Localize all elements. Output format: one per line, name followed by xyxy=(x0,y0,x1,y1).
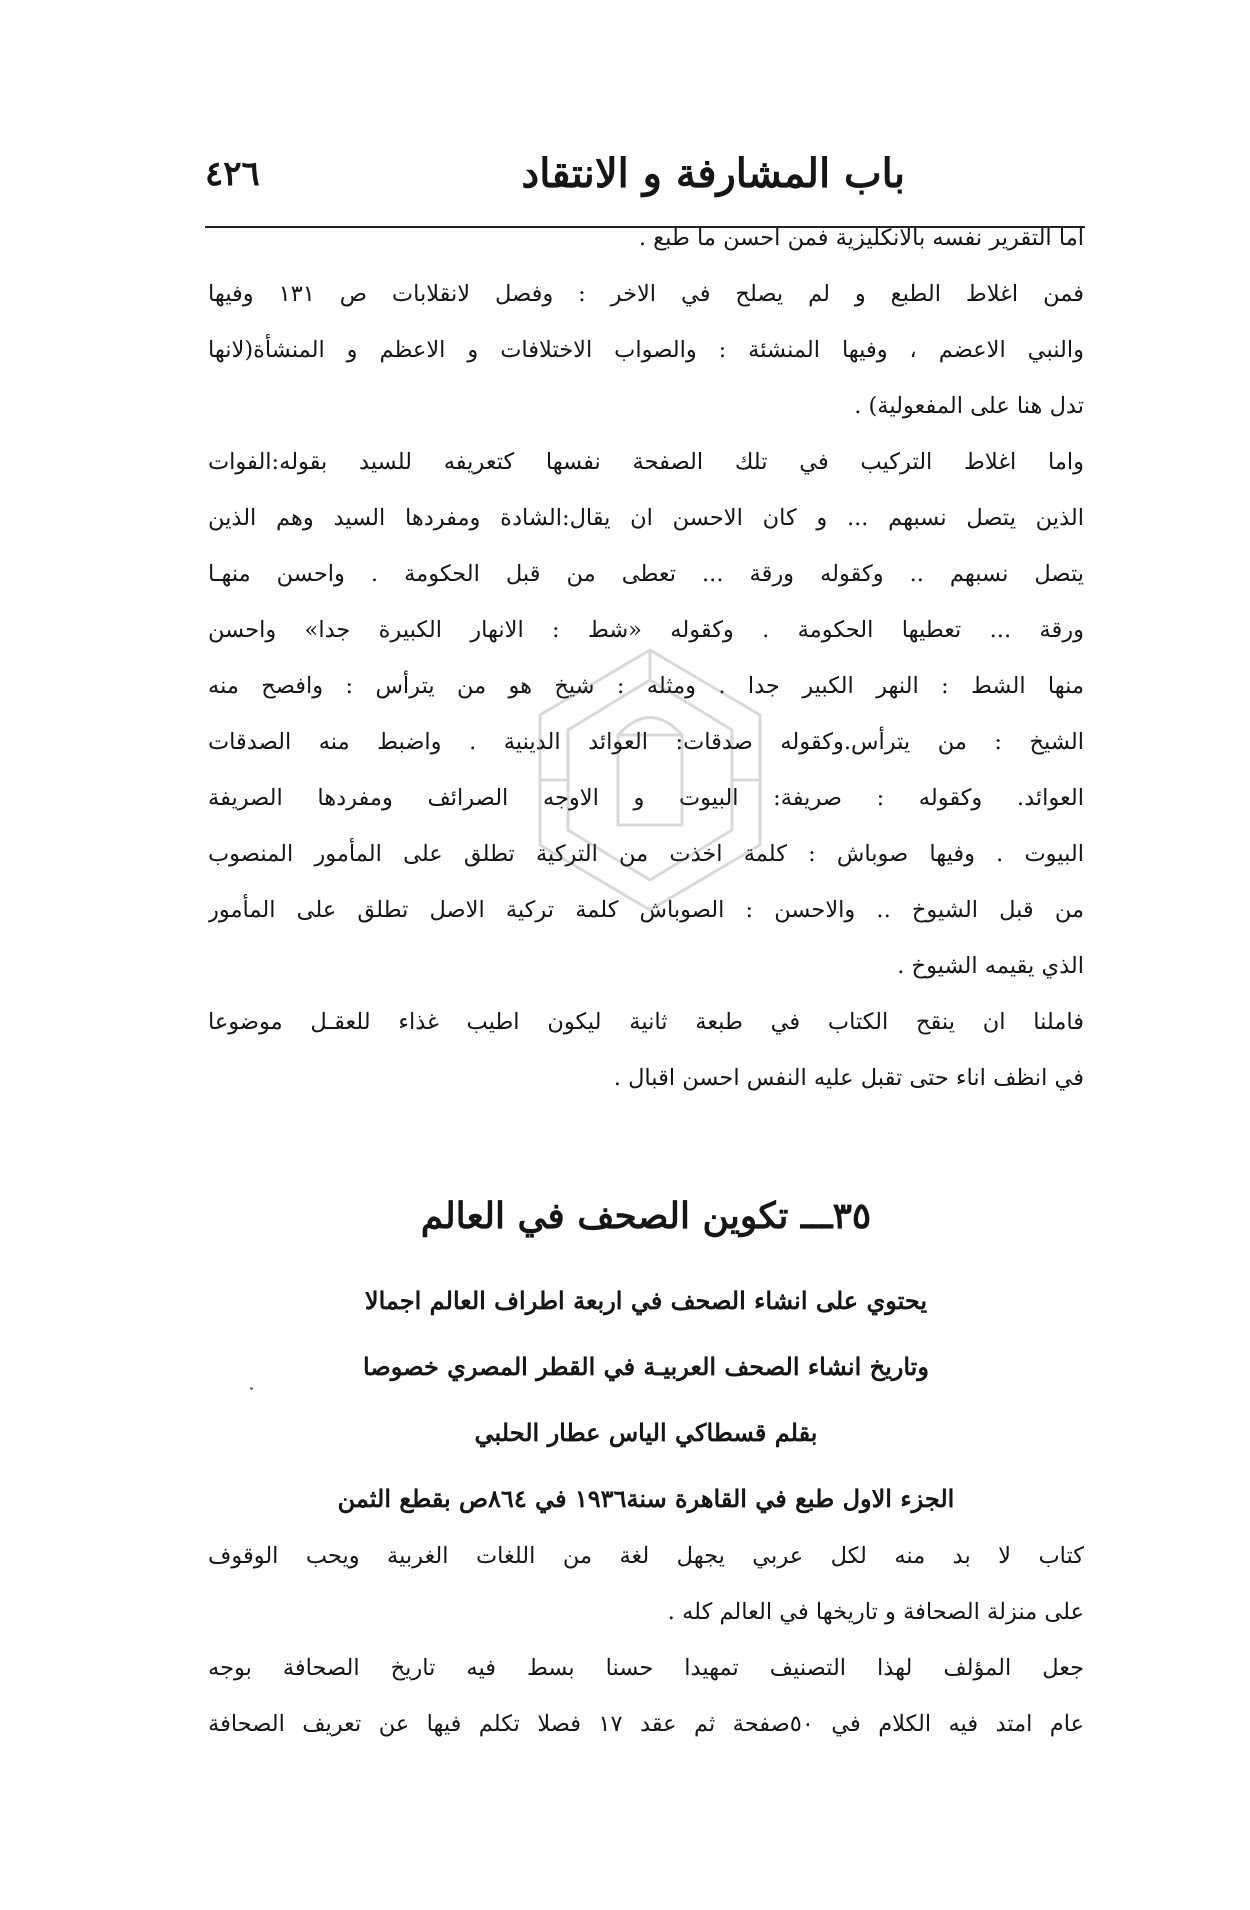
section-title: ٣٥ـــ تكوين الصحف في العالم xyxy=(420,1195,872,1237)
citation-line: الجزء الاول طبع في القاهرة سنة١٩٣٦ في ٨٦٤ص بقطع الثمن xyxy=(337,1484,955,1513)
page-number: ٤٢٦ xyxy=(205,154,260,194)
text-line: ورقة ... تعطيها الحكومة . وكقوله «شط : الانهار الكبيرة جدا» واحسن xyxy=(208,617,1084,643)
paragraph xyxy=(208,994,1084,1106)
text-line: البيوت . وفيها صوباش : كلمة اخذت من التركية تطلق على المأمور المنصوب xyxy=(208,841,1084,867)
text-line: الذي يقيمه الشيوخ . xyxy=(897,953,1084,979)
text-line: تدل هنا على المفعولية) . xyxy=(854,393,1084,419)
text-line: يتصل نسبهم .. وكقوله ورقة ... تعطى من قبل الحكومة . واحسن منهـا xyxy=(208,561,1084,587)
library-watermark xyxy=(520,640,780,940)
header-title: باب المشارفة و الانتقاد xyxy=(521,150,905,197)
book-citation xyxy=(208,1268,1084,1532)
citation-line: بقلم قسطاكي الياس عطار الحلبي xyxy=(474,1418,818,1447)
text-line: والنبي الاعضم ، وفيها المنشئة : والصواب الاختلافات و الاعظم و المنشأة(لانها xyxy=(208,337,1084,363)
text-line: فمن اغلاط الطبع و لم يصلح في الاخر : وفصل لانقلابات ص ١٣١ وفيها xyxy=(208,281,1084,307)
text-line: العوائد. وكقوله : صريفة: البيوت و الاوجه الصرائف ومفردها الصريفة xyxy=(208,785,1084,811)
paragraph xyxy=(208,1528,1084,1640)
citation-line: وتاريخ انشاء الصحف العربيـة في القطر المصري خصوصا xyxy=(363,1352,929,1381)
paragraph xyxy=(208,266,1084,434)
paragraph xyxy=(208,1640,1084,1752)
text-line: كتاب لا بد منه لكل عربي يجهل لغة من اللغات الغربية ويحب الوقوف xyxy=(208,1543,1084,1569)
text-line: جعل المؤلف لهذا التصنيف تمهيدا حسنا بسط فيه تاريخ الصحافة بوجه xyxy=(208,1655,1084,1681)
text-block-bottom xyxy=(208,1528,1084,1752)
text-line: واما اغلاط التركيب في تلك الصفحة نفسها كتعريفه للسيد بقوله:الفوات xyxy=(208,449,1084,475)
scan-speck xyxy=(250,1387,253,1390)
text-line: فاملنا ان ينقح الكتاب في طبعة ثانية ليكون اطيب غذاء للعقـل موضوعا xyxy=(208,1009,1084,1035)
text-line: اما التقرير نفسه بالانكليزية فمن احسن ما طبع . xyxy=(638,225,1084,251)
citation-line: يحتوي على انشاء الصحف في اربعة اطراف العالم اجمالا xyxy=(364,1286,928,1315)
text-line: من قبل الشيوخ .. والاحسن : الصوباش كلمة تركية الاصل تطلق على المأمور xyxy=(208,897,1084,923)
text-line: الشيخ : من يترأس.وكقوله صدقات: العوائد الدينية . واضبط منه الصدقات xyxy=(208,729,1084,755)
paragraph xyxy=(208,210,1084,266)
text-line: في انظف اناء حتى تقبل عليه النفس احسن اقبال . xyxy=(613,1065,1084,1091)
text-line: منها الشط : النهر الكبير جدا . ومثله : شيخ هو من يترأس : وافصح منه xyxy=(208,673,1084,699)
text-line: عام امتد فيه الكلام في ٥٠صفحة ثم عقد ١٧ فصلا تكلم فيها عن تعريف الصحافة xyxy=(208,1711,1084,1737)
text-line: على منزلة الصحافة و تاريخها في العالم كله . xyxy=(667,1599,1084,1625)
text-line: الذين يتصل نسبهم ... و كان الاحسن ان يقال:الشادة ومفردها السيد وهم الذين xyxy=(208,505,1084,531)
